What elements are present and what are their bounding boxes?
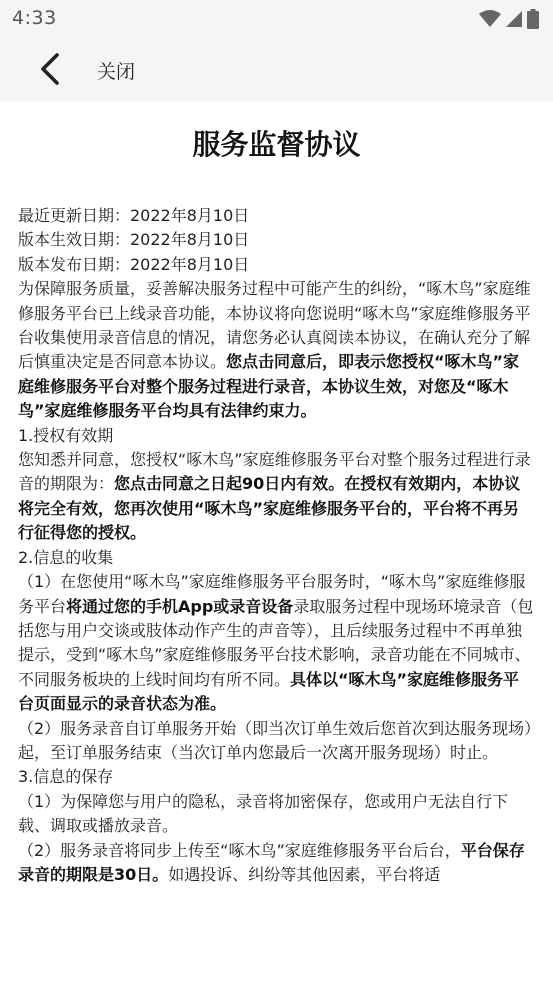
wifi-icon (479, 10, 501, 28)
bold-text: 平台保存录音的期限是30日。 (18, 840, 525, 884)
status-bar (0, 0, 553, 38)
text: 1.授权有效期 (18, 425, 114, 445)
text: 版本生效日期：2022年8月10日 (18, 230, 250, 250)
agreement-paragraph (18, 204, 535, 228)
text: （2）服务录音将同步上传至“啄木鸟”家庭维修服务平台后台， (18, 840, 461, 860)
close-button[interactable]: 关闭 (97, 61, 136, 83)
agreement-paragraph (18, 717, 535, 766)
text: 录取服务过程中现场环境录音（包括您与用户交谈或肢体动作产生的声音等），且后续服务过程中不再单独提示，受到“啄木鸟”家庭维修服务平台技术影响，录音功能在不同城市、不同服务板块的上线时间均有所不同。 (18, 596, 534, 689)
bold-text: 将通过您的手机App或录音设备 (66, 596, 294, 616)
signal-icon (505, 10, 523, 28)
text: （2）服务录音自订单服务开始（即当次订单生效后您首次到达服务现场）起，至订单服务结束（当次订单内您最后一次离开服务现场）时止。 (18, 718, 533, 762)
battery-icon (527, 9, 539, 29)
bold-text: 具体以“啄木鸟”家庭维修服务平台页面显示的录音状态为准。 (18, 669, 520, 714)
agreement-paragraph (18, 570, 535, 716)
app-bar (0, 38, 553, 101)
agreement-paragraph (18, 790, 535, 839)
text: 为保障服务质量，妥善解决服务过程中可能产生的纠纷，“啄木鸟”家庭维修服务平台已上线录音功能，本协议将向您说明“啄木鸟”家庭维修服务平台收集使用录音信息的情况，请您务必认真阅读本协议，在确认充分了解后慎重决定是否同意本协议。 (18, 279, 531, 372)
bold-text: 您点击同意后，即表示您授权“啄木鸟”家庭维修服务平台对整个服务过程进行录音，本协议生效，对您及“啄木鸟”家庭维修服务平台均具有法律约束力。 (18, 352, 520, 421)
text: 2.信息的收集 (18, 547, 114, 567)
agreement-paragraph (18, 253, 535, 277)
status-icons (479, 9, 539, 29)
agreement-paragraph (18, 546, 535, 570)
text: 版本发布日期：2022年8月10日 (18, 254, 250, 274)
agreement-content[interactable] (0, 101, 553, 984)
agreement-paragraph (18, 765, 535, 789)
text: 3.信息的保存 (18, 767, 114, 787)
agreement-paragraph (18, 424, 535, 448)
text: （1）为保障您与用户的隐私，录音将加密保存，您或用户无法自行下载、调取或播放录音。 (18, 791, 509, 836)
text: 最近更新日期：2022年8月10日 (18, 206, 250, 225)
status-time: 4:33 (12, 7, 57, 29)
chevron-left-icon (38, 52, 62, 86)
page-title: 服务监督协议 (192, 128, 361, 161)
agreement-paragraph (18, 277, 535, 423)
text: 如遇投诉、纠纷等其他因素，平台将适 (168, 864, 441, 884)
agreement-paragraph (18, 839, 535, 888)
bold-text: 您点击同意之日起90日内有效。在授权有效期内，本协议将完全有效，您再次使用“啄木鸟”家庭维修服务平台的，平台将不再另行征得您的授权。 (18, 474, 521, 543)
agreement-paragraph (18, 228, 535, 252)
text: （1）在您使用“啄木鸟”家庭维修服务平台服务时，“啄木鸟”家庭维修服务平台 (18, 572, 526, 616)
text: 您知悉并同意，您授权“啄木鸟”家庭维修服务平台对整个服务过程进行录音的期限为： (18, 450, 531, 494)
agreement-paragraph (18, 448, 535, 546)
back-button[interactable] (32, 51, 68, 87)
agreement-body (18, 204, 535, 887)
